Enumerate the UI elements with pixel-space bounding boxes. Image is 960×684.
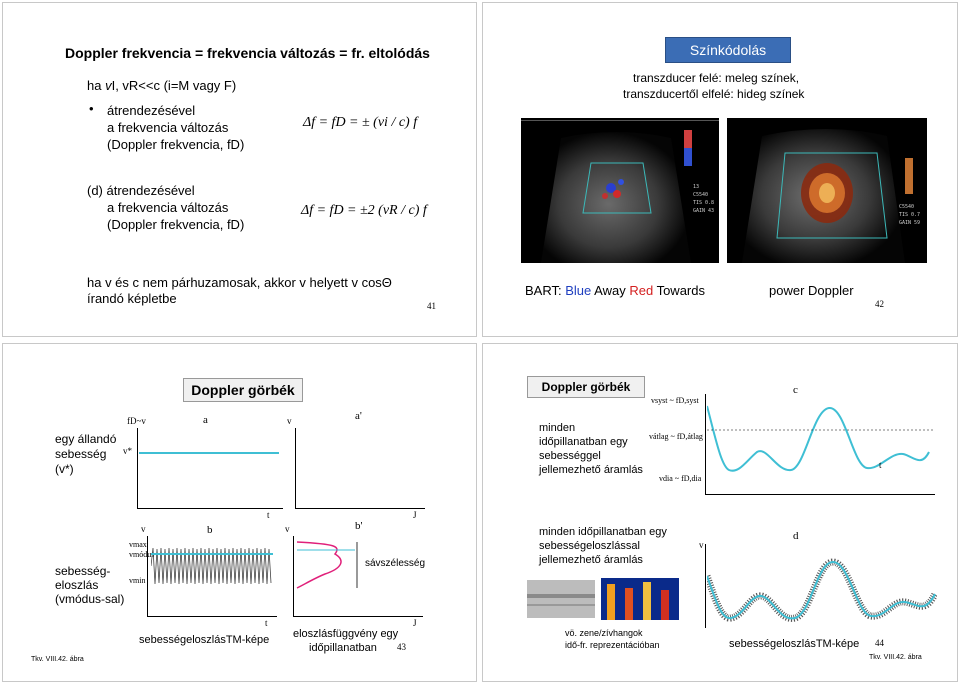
vstar-label: v* (123, 446, 132, 456)
x-axis-c (705, 494, 935, 495)
left1-line3: (v*) (55, 462, 74, 476)
slide41-condition: ha vI, vR<<c (i=M vagy F) (87, 78, 237, 93)
spread-trace (151, 546, 273, 586)
figure-ref: Tkv. VIII.42. ábra (31, 656, 84, 663)
caption-distribution-1: eloszlásfüggvény egy (293, 628, 399, 640)
formula-2: Δf = fD = ±2 (vR / c) f (301, 203, 427, 218)
spread-velocity-curve (707, 548, 937, 628)
label-c: c (793, 384, 798, 396)
text2-line1: minden időpillanatban egy (539, 526, 667, 538)
text2-line2: sebességeloszlással (539, 540, 640, 552)
figure-ref: Tkv. VIII.42. ábra (869, 654, 922, 661)
caption-distribution-2: időpillanatban (309, 642, 377, 654)
page-number: 41 (427, 301, 436, 311)
svg-text:TIS 0.7: TIS 0.7 (899, 212, 921, 218)
axis-label-fd: fD~v (127, 416, 146, 426)
left2-line2: eloszlás (55, 578, 99, 592)
note-line2: írandó képletbe (87, 291, 177, 306)
d-line3: (Doppler frekvencia, fD) (107, 217, 245, 232)
label-v-d: v (699, 540, 704, 550)
label-b: b (207, 524, 213, 536)
spectrogram-color (601, 578, 679, 620)
label-a-prime: a' (355, 410, 362, 422)
power-doppler-image (727, 118, 927, 263)
x-axis-a2 (295, 508, 425, 509)
y-axis-a (137, 428, 138, 508)
gray-spectrogram (527, 580, 595, 618)
left2-line3: (vmódus-sal) (55, 592, 125, 606)
slide-42 (482, 2, 958, 337)
label-d: d (793, 530, 799, 542)
slide-41 (2, 2, 477, 337)
spread-curve-svg (707, 548, 937, 628)
y-axis-b2 (293, 536, 294, 616)
text2-line3: jellemezhető áramlás (539, 554, 643, 566)
page-number: 42 (875, 299, 884, 309)
vsyst-label: vsyst ~ fD,syst (651, 396, 699, 405)
slide41-title: Doppler frekvencia = frekvencia változás = fr. eltolódás (65, 45, 430, 61)
label-v-a2: v (287, 416, 292, 426)
svg-text:C5540: C5540 (899, 204, 915, 210)
distribution-svg (295, 540, 365, 590)
label-a: a (203, 414, 208, 426)
axis-label-v-b: v (141, 524, 146, 534)
text1-line2: időpillanatban egy (539, 436, 628, 448)
distribution-curve (295, 540, 365, 590)
power-doppler-label: power Doppler (769, 283, 854, 298)
slide42-heading: Színkódolás (665, 37, 791, 63)
label-b-prime: b' (355, 520, 363, 532)
vmodus-label: vmódus (129, 550, 155, 559)
tick-J-b2: J (413, 618, 417, 628)
b1-line2: a frekvencia változás (107, 120, 229, 135)
label-v-b2: v (285, 524, 290, 534)
left1-line2: sebesség (55, 447, 107, 461)
y-axis-a2 (295, 428, 296, 508)
caption-music-1: vö. zene/zívhangok (565, 628, 643, 638)
spectrogram-gray (527, 580, 595, 618)
x-axis-a (137, 508, 283, 509)
vdia-label: vdia ~ fD,dia (659, 474, 702, 483)
constant-velocity-line (139, 452, 279, 454)
caption-tm: sebességeloszlásTM-képe (139, 634, 270, 646)
color-doppler-image (521, 118, 719, 263)
color-spectrogram (601, 578, 679, 620)
left2-line1: sebesség- (55, 564, 111, 578)
y-axis-b (147, 536, 148, 616)
x-axis-b (147, 616, 277, 617)
tick-t-b: t (265, 618, 268, 628)
note-line1: ha v és c nem párhuzamosak, akkor v helyett v cosΘ (87, 275, 392, 290)
caption-tm-right: sebességeloszlásTM-képe (729, 638, 860, 650)
vatlag-label: vátlag ~ fD,átlag (649, 432, 703, 441)
left1-line1: egy állandó (55, 432, 117, 446)
slide43-heading: Doppler görbék (183, 378, 303, 402)
ultrasound-scan (521, 118, 719, 263)
slide-44 (482, 343, 958, 682)
svg-text:TIS 0.8: TIS 0.8 (693, 200, 715, 206)
velocity-spread-band (151, 546, 273, 586)
svg-text:C5540: C5540 (693, 192, 709, 198)
svg-text:13: 13 (693, 184, 700, 190)
caption-music-2: idő-fr. reprezentációban (565, 640, 660, 650)
bart-line: BART: Blue Away Red Towards (525, 283, 705, 298)
text1-line1: minden (539, 422, 576, 434)
vmin-label: vmin (129, 576, 146, 585)
velocity-curve (707, 396, 933, 494)
heading-line2: transzducertől elfelé: hideg színek (623, 87, 805, 101)
heading-line1: transzducer felé: meleg színek, (633, 71, 800, 85)
y-axis-d (705, 544, 706, 628)
tick-t-a: t (267, 510, 270, 520)
text1-line3: sebességgel (539, 450, 601, 462)
y-axis-c (705, 394, 706, 494)
page-number: 43 (397, 642, 406, 652)
formula-1: Δf = fD = ± (vi / c) f (303, 115, 418, 130)
slide44-heading: Doppler görbék (527, 376, 645, 398)
bullet: • (89, 101, 94, 116)
tick-J-a2: J (413, 510, 417, 520)
tick-t-c: t (879, 460, 882, 470)
d-line1: (d) átrendezésével (87, 183, 195, 198)
vmax-label: vmax (129, 540, 147, 549)
velocity-curve-svg (707, 396, 933, 494)
ultrasound-scan-power (727, 118, 927, 263)
slide-43 (2, 343, 477, 682)
svg-text:GAIN 43: GAIN 43 (693, 208, 715, 214)
text1-line4: jellemezhető áramlás (539, 464, 643, 476)
bandwidth-label: sávszélesség (365, 558, 426, 569)
b1-line1: átrendezésével (107, 103, 196, 118)
d-line2: a frekvencia változás (107, 200, 229, 215)
page-number: 44 (875, 638, 884, 648)
x-axis-b2 (293, 616, 423, 617)
svg-text:GAIN 59: GAIN 59 (899, 220, 921, 226)
b1-line3: (Doppler frekvencia, fD) (107, 137, 245, 152)
